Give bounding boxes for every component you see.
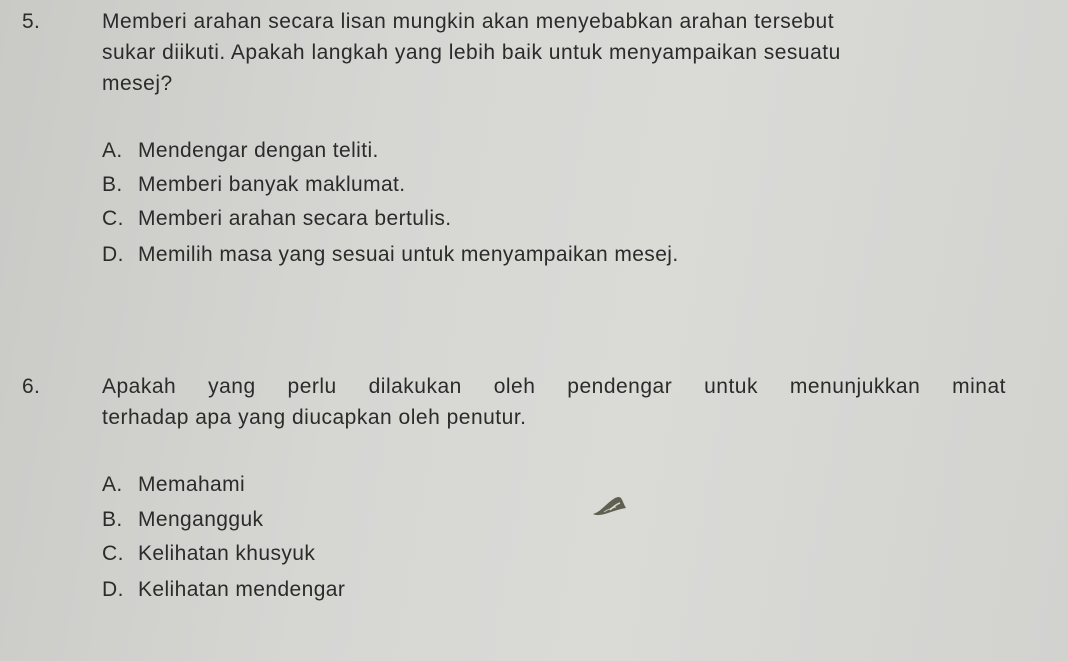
option-c[interactable]	[102, 204, 452, 234]
option-text: Kelihatan khusyuk	[138, 542, 316, 565]
option-c[interactable]	[102, 539, 315, 569]
option-letter: C.	[102, 207, 124, 230]
option-b[interactable]	[102, 170, 406, 200]
option-text: Memahami	[138, 473, 246, 496]
option-a[interactable]	[102, 136, 379, 166]
question-number: 5.	[22, 10, 41, 33]
option-letter: C.	[102, 542, 124, 565]
question-number: 6.	[22, 375, 41, 398]
option-letter: B.	[102, 173, 123, 196]
question-stem-line: terhadap apa yang diucapkan oleh penutur.	[102, 406, 527, 429]
question-stem	[102, 371, 1006, 433]
question-stem-line: mesej?	[102, 72, 173, 95]
question-stem-line: Apakah yang perlu dilakukan oleh pendengar untuk menunjukkan minat	[102, 375, 1006, 398]
option-letter: D.	[102, 578, 124, 601]
option-text: Memilih masa yang sesuai untuk menyampaikan mesej.	[138, 243, 679, 266]
option-letter: A.	[102, 473, 123, 496]
option-d[interactable]	[102, 575, 345, 605]
question-stem-line: sukar diikuti. Apakah langkah yang lebih baik untuk menyampaikan sesuatu	[102, 41, 841, 64]
option-letter: A.	[102, 139, 123, 162]
question-stem	[102, 6, 1002, 99]
option-a[interactable]	[102, 470, 245, 500]
question-stem-line: Memberi arahan secara lisan mungkin akan menyebabkan arahan tersebut	[102, 10, 835, 33]
option-text: Kelihatan mendengar	[138, 578, 346, 601]
option-text: Mendengar dengan teliti.	[138, 139, 379, 162]
option-d[interactable]	[102, 240, 679, 270]
option-letter: D.	[102, 243, 124, 266]
option-b[interactable]	[102, 505, 263, 535]
option-text: Memberi banyak maklumat.	[138, 173, 406, 196]
option-text: Memberi arahan secara bertulis.	[138, 207, 452, 230]
option-text: Mengangguk	[138, 508, 264, 531]
option-letter: B.	[102, 508, 123, 531]
pen-mark-icon	[590, 490, 630, 520]
